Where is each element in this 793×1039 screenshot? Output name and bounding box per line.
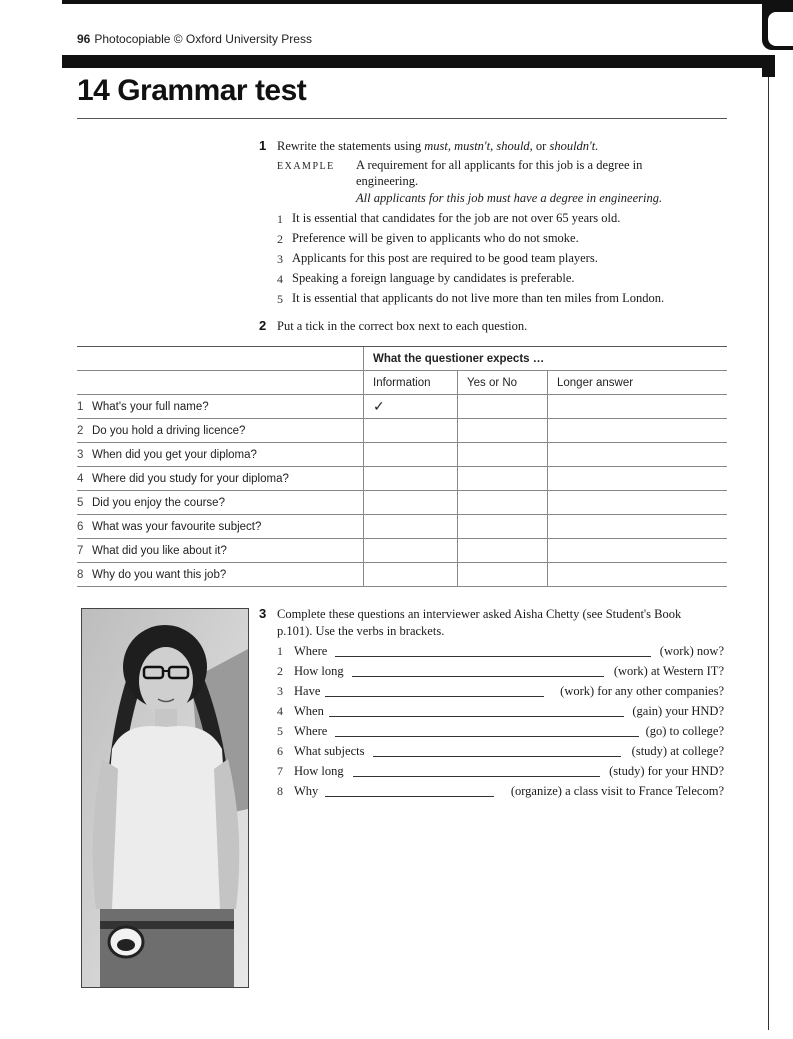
tick-box-longer-answer[interactable] [548, 395, 728, 419]
s3-item: 1 Where (work) now? [277, 644, 724, 658]
table-row: 5 Did you enjoy the course? [77, 491, 727, 515]
s1-item-number: 2 [277, 232, 283, 246]
example-answer: All applicants for this job must have a degree in engineering. [356, 191, 663, 205]
answer-blank[interactable] [353, 776, 600, 777]
s1-item-text: Preference will be given to applicants who do not smoke. [292, 231, 579, 245]
table-row: 2 Do you hold a driving licence? [77, 419, 727, 443]
section-1-instruction: Rewrite the statements using must, mustn't, should, or shouldn't. [277, 139, 599, 153]
tick-box-information[interactable] [364, 539, 458, 563]
s3-item: 5 Where (go) to college? [277, 724, 724, 738]
s3-item: 7 How long (study) for your HND? [277, 764, 724, 778]
s1-item-text: Speaking a foreign language by candidates is preferable. [292, 271, 575, 285]
tick-box-longer-answer[interactable] [548, 539, 728, 563]
answer-blank[interactable] [325, 796, 494, 797]
tick-box-information[interactable] [364, 491, 458, 515]
tick-box-yes-no[interactable] [458, 539, 548, 563]
tick-box-information[interactable] [364, 467, 458, 491]
section-2-instruction: Put a tick in the correct box next to each question. [277, 319, 528, 333]
answer-blank[interactable] [373, 756, 621, 757]
tick-box-information[interactable] [364, 395, 458, 419]
s1-item-text: It is essential that candidates for the job are not over 65 years old. [292, 211, 621, 225]
s1-item-number: 1 [277, 212, 283, 226]
tick-mark: ✓ [373, 398, 385, 414]
tick-box-longer-answer[interactable] [548, 467, 728, 491]
right-edge-line [768, 60, 769, 1030]
s1-item-text: Applicants for this post are required to be good team players. [292, 251, 598, 265]
top-rule [62, 0, 762, 4]
tick-box-yes-no[interactable] [458, 491, 548, 515]
example-line-1: A requirement for all applicants for this job is a degree in [356, 158, 643, 172]
tick-box-longer-answer[interactable] [548, 491, 728, 515]
s1-item-number: 4 [277, 272, 283, 286]
s1-item-text: It is essential that applicants do not live more than ten miles from London. [292, 291, 665, 305]
title-bar-notch [762, 55, 775, 77]
table-row: 3 When did you get your diploma? [77, 443, 727, 467]
tick-box-longer-answer[interactable] [548, 515, 728, 539]
section-2-number: 2 [259, 318, 267, 333]
s3-item: 3 Have (work) for any other companies? [277, 684, 724, 698]
example-line-2: engineering. [356, 174, 419, 188]
copyright-text: Photocopiable © Oxford University Press [94, 32, 312, 46]
title-bar [62, 55, 775, 68]
tick-box-longer-answer[interactable] [548, 419, 728, 443]
tick-box-yes-no[interactable] [458, 515, 548, 539]
photo-aisha-chetty [81, 608, 249, 988]
answer-blank[interactable] [325, 696, 544, 697]
column-header-longer-answer: Longer answer [548, 371, 728, 395]
tick-table [77, 346, 727, 587]
table-column-header-row [77, 371, 727, 395]
s1-item-number: 5 [277, 292, 283, 306]
section-3-instruction-line-1: Complete these questions an interviewer asked Aisha Chetty (see Student's Book [277, 607, 682, 621]
tick-box-information[interactable] [364, 443, 458, 467]
table-row: 4 Where did you study for your diploma? [77, 467, 727, 491]
page-title: 14 Grammar test [77, 74, 307, 107]
tick-box-yes-no[interactable] [458, 563, 548, 587]
answer-blank[interactable] [335, 736, 639, 737]
corner-tab-cutout [768, 12, 793, 46]
running-head [77, 32, 312, 46]
table-group-header-row [77, 347, 727, 371]
page-number: 96 [77, 32, 91, 46]
s3-item: 2 How long (work) at Western IT? [277, 664, 724, 678]
title-rule [77, 118, 727, 119]
tick-box-yes-no[interactable] [458, 443, 548, 467]
tick-box-yes-no[interactable] [458, 467, 548, 491]
tick-box-yes-no[interactable] [458, 395, 548, 419]
table-row: 8 Why do you want this job? [77, 563, 727, 587]
tick-box-yes-no[interactable] [458, 419, 548, 443]
s1-item-number: 3 [277, 252, 283, 266]
portrait-illustration [82, 609, 248, 987]
tick-box-longer-answer[interactable] [548, 563, 728, 587]
s3-item: 6 What subjects (study) at college? [277, 744, 724, 758]
answer-blank[interactable] [335, 656, 651, 657]
s3-item: 8 Why (organize) a class visit to France Telecom? [277, 784, 724, 798]
table-row: 1 What's your full name? ✓ [77, 395, 727, 419]
example-label: EXAMPLE [277, 161, 335, 172]
answer-blank[interactable] [352, 676, 604, 677]
tick-box-information[interactable] [364, 419, 458, 443]
answer-blank[interactable] [329, 716, 624, 717]
tick-box-information[interactable] [364, 563, 458, 587]
table-row: 6 What was your favourite subject? [77, 515, 727, 539]
section-3-number: 3 [259, 606, 267, 621]
column-header-information: Information [364, 371, 458, 395]
section-1-number: 1 [259, 138, 267, 153]
column-header-yes-no: Yes or No [458, 371, 548, 395]
tick-box-longer-answer[interactable] [548, 443, 728, 467]
table-row: 7 What did you like about it? [77, 539, 727, 563]
section-3-instruction-line-2: p.101). Use the verbs in brackets. [277, 624, 445, 638]
s3-item: 4 When (gain) your HND? [277, 704, 724, 718]
tick-box-information[interactable] [364, 515, 458, 539]
group-header: What the questioner expects … [364, 347, 728, 371]
